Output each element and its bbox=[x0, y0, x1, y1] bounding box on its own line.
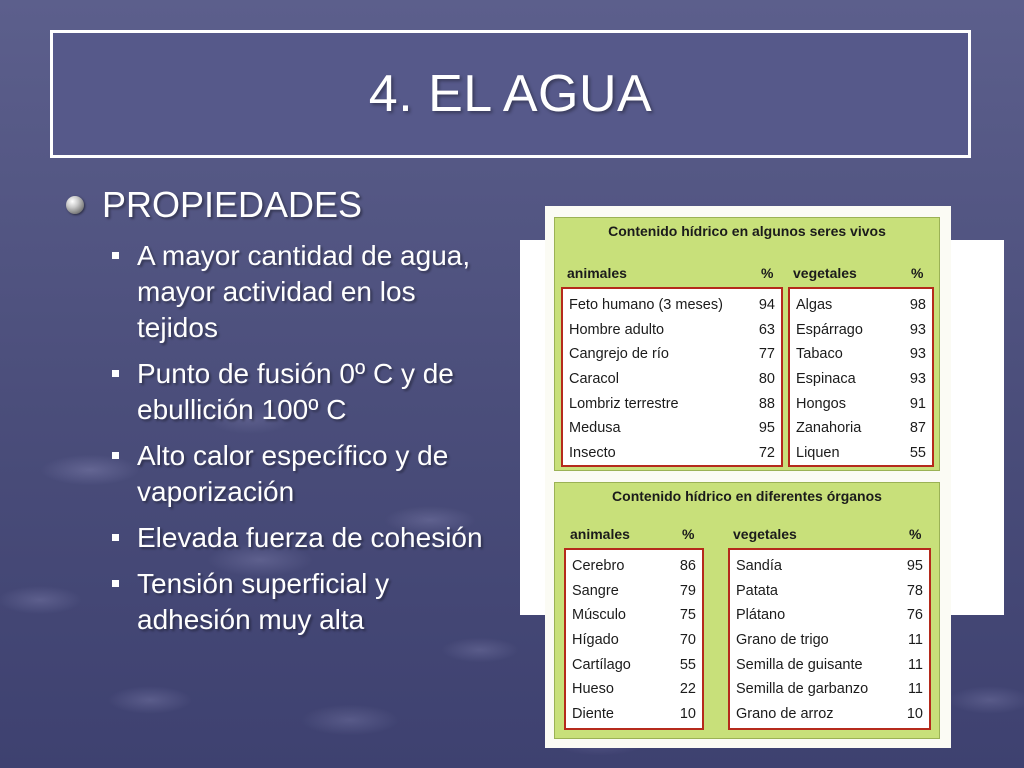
row-value: 93 bbox=[909, 371, 926, 388]
row-value: 11 bbox=[907, 632, 923, 649]
row-value: 88 bbox=[758, 395, 775, 412]
row-name: Plátano bbox=[736, 607, 786, 624]
slide-title-box bbox=[50, 30, 971, 158]
table-row bbox=[569, 392, 775, 417]
row-name: Músculo bbox=[572, 607, 626, 624]
plants-column-box bbox=[728, 548, 931, 730]
column-header-percent: % bbox=[682, 526, 695, 542]
table-row bbox=[569, 416, 775, 441]
row-value: 11 bbox=[907, 656, 923, 673]
square-bullet-icon bbox=[112, 534, 119, 541]
table-row bbox=[572, 702, 696, 727]
row-value: 79 bbox=[679, 582, 696, 599]
slide-title: 4. EL AGUA bbox=[368, 65, 653, 123]
table-row bbox=[736, 653, 923, 678]
row-name: Hígado bbox=[572, 632, 619, 649]
row-name: Semilla de guisante bbox=[736, 656, 863, 673]
table-row bbox=[796, 441, 926, 466]
row-value: 11 bbox=[907, 681, 923, 698]
row-value: 87 bbox=[909, 420, 926, 437]
table-row bbox=[572, 653, 696, 678]
table-row bbox=[569, 342, 775, 367]
plants-column-box bbox=[788, 287, 934, 467]
row-name: Insecto bbox=[569, 445, 616, 462]
table-title: Contenido hídrico en algunos seres vivos bbox=[608, 223, 886, 239]
row-name: Caracol bbox=[569, 371, 619, 388]
list-item bbox=[112, 566, 492, 638]
column-header-percent: % bbox=[761, 265, 774, 281]
animals-column-box bbox=[564, 548, 704, 730]
column-header-animals: animales bbox=[567, 265, 627, 281]
table-row bbox=[736, 677, 923, 702]
square-bullet-icon bbox=[112, 580, 119, 587]
row-value: 63 bbox=[758, 321, 775, 338]
table-row bbox=[736, 702, 923, 727]
table-row bbox=[569, 318, 775, 343]
column-header-percent: % bbox=[909, 526, 922, 542]
row-value: 10 bbox=[906, 706, 923, 723]
list-item bbox=[112, 520, 492, 556]
square-bullet-icon bbox=[112, 452, 119, 459]
bullet-text: A mayor cantidad de agua, mayor actividad en los tejidos bbox=[137, 240, 471, 343]
scanned-tables-image bbox=[545, 206, 951, 748]
table-row bbox=[572, 554, 696, 579]
water-content-living-beings-table bbox=[554, 217, 940, 471]
row-name: Sangre bbox=[572, 582, 619, 599]
table-row bbox=[796, 342, 926, 367]
row-value: 55 bbox=[679, 656, 696, 673]
row-value: 93 bbox=[909, 321, 926, 338]
table-row bbox=[736, 628, 923, 653]
row-name: Cangrejo de río bbox=[569, 346, 669, 363]
table-row bbox=[796, 367, 926, 392]
properties-list bbox=[112, 238, 492, 648]
square-bullet-icon bbox=[112, 252, 119, 259]
row-name: Algas bbox=[796, 297, 833, 313]
row-value: 22 bbox=[679, 681, 696, 698]
table-row bbox=[569, 367, 775, 392]
list-item bbox=[112, 238, 492, 346]
table-row bbox=[796, 318, 926, 343]
table-row bbox=[572, 603, 696, 628]
row-value: 10 bbox=[679, 706, 696, 723]
row-name: Liquen bbox=[796, 445, 840, 462]
table-row bbox=[572, 677, 696, 702]
column-header-plants: vegetales bbox=[793, 265, 857, 281]
column-header-plants: vegetales bbox=[733, 526, 797, 542]
bullet-text: Punto de fusión 0º C y de ebullición 100º C bbox=[137, 358, 454, 425]
bullet-text: Tensión superficial y adhesión muy alta bbox=[137, 568, 390, 635]
row-value: 75 bbox=[679, 607, 696, 624]
table-row bbox=[569, 441, 775, 466]
row-name: Cartílago bbox=[572, 656, 631, 673]
table-title: Contenido hídrico en diferentes órganos bbox=[612, 488, 882, 504]
row-value: 78 bbox=[906, 582, 923, 599]
row-value: 55 bbox=[909, 445, 926, 462]
bullet-text: Alto calor específico y de vaporización bbox=[137, 440, 449, 507]
row-name: Diente bbox=[572, 706, 614, 723]
row-value: 95 bbox=[758, 420, 775, 437]
row-name: Sandía bbox=[736, 558, 782, 574]
row-value: 77 bbox=[758, 346, 775, 363]
row-value: 91 bbox=[909, 395, 926, 412]
row-value: 93 bbox=[909, 346, 926, 363]
row-value: 94 bbox=[758, 297, 775, 313]
list-item bbox=[112, 356, 492, 428]
row-name: Grano de trigo bbox=[736, 632, 829, 649]
row-value: 86 bbox=[679, 558, 696, 574]
row-name: Grano de arroz bbox=[736, 706, 834, 723]
row-name: Tabaco bbox=[796, 346, 843, 363]
row-name: Hueso bbox=[572, 681, 614, 698]
row-name: Zanahoria bbox=[796, 420, 862, 437]
table-row bbox=[572, 579, 696, 604]
column-header-animals: animales bbox=[570, 526, 630, 542]
table-row bbox=[736, 603, 923, 628]
square-bullet-icon bbox=[112, 370, 119, 377]
row-name: Hombre adulto bbox=[569, 321, 665, 338]
row-name: Espárrago bbox=[796, 321, 863, 338]
table-row bbox=[736, 579, 923, 604]
row-value: 70 bbox=[679, 632, 696, 649]
row-name: Hongos bbox=[796, 395, 846, 412]
list-item bbox=[112, 438, 492, 510]
table-row bbox=[796, 293, 926, 318]
row-value: 72 bbox=[758, 445, 775, 462]
table-row bbox=[796, 392, 926, 417]
bullet-text: Elevada fuerza de cohesión bbox=[137, 522, 483, 553]
row-name: Espinaca bbox=[796, 371, 856, 388]
row-name: Feto humano (3 meses) bbox=[569, 297, 723, 313]
table-row bbox=[736, 554, 923, 579]
water-content-organs-table bbox=[554, 482, 940, 739]
animals-column-box bbox=[561, 287, 783, 467]
row-name: Patata bbox=[736, 582, 778, 599]
row-name: Cerebro bbox=[572, 558, 625, 574]
section-title: PROPIEDADES bbox=[102, 184, 363, 225]
row-value: 80 bbox=[758, 371, 775, 388]
table-row bbox=[796, 416, 926, 441]
row-name: Semilla de garbanzo bbox=[736, 681, 869, 698]
row-name: Lombriz terrestre bbox=[569, 395, 679, 412]
row-name: Medusa bbox=[569, 420, 621, 437]
column-header-percent: % bbox=[911, 265, 924, 281]
row-value: 76 bbox=[906, 607, 923, 624]
section-heading bbox=[66, 184, 362, 226]
sphere-bullet-icon bbox=[66, 196, 84, 214]
row-value: 95 bbox=[906, 558, 923, 574]
row-value: 98 bbox=[909, 297, 926, 313]
table-row bbox=[569, 293, 775, 318]
table-row bbox=[572, 628, 696, 653]
